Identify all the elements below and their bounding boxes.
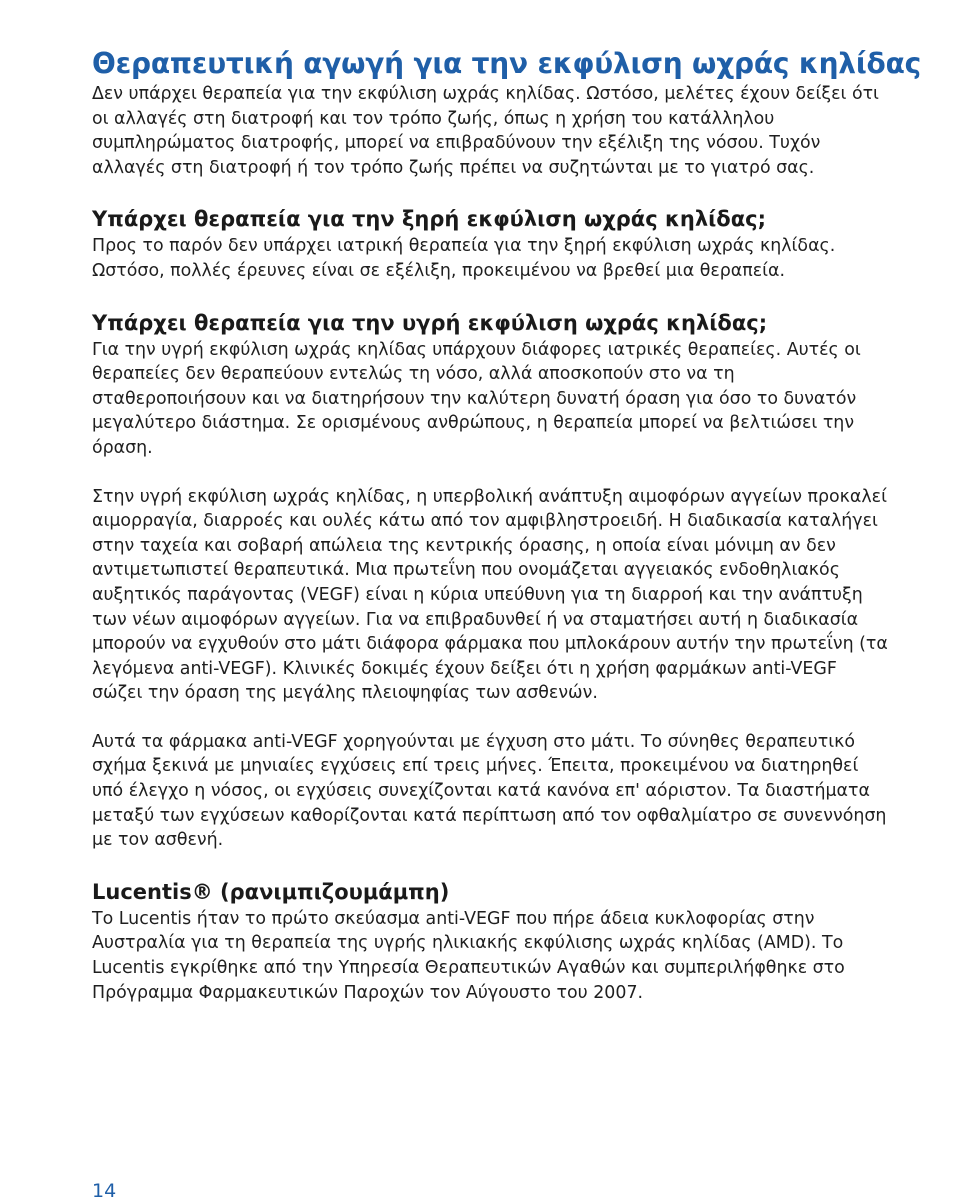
spacer <box>92 853 892 877</box>
wet-amd-paragraph-2: Στην υγρή εκφύλιση ωχράς κηλίδας, η υπερβολική ανάπτυξη αιμοφόρων αγγείων προκαλεί αιμορραγία, διαρροές και ουλές κάτω από τον αμφιβληστροειδή. Η διαδικασία καταλήγει στην ταχεία και σοβαρή απώλεια της κεντρικής όρασης, η οποία είναι μόνιμη αν δεν αντιμετωπιστεί θεραπευτικά. Μια πρωτεΐνη που ονομάζεται αγγειακός ενδοθηλιακός αυξητικός παράγοντας (VEGF) είναι η κύρια υπεύθυνη για τη διαρροή και την ανάπτυξη των νέων αιμοφόρων αγγείων. Για να επιβραδυνθεί ή να σταματήσει αυτή η διαδικασία μπορούν να εγχυθούν στο μάτι διάφορα φάρμακα που μπλοκάρουν αυτήν την πρωτεΐνη (τα λεγόμενα anti-VEGF). Κλινικές δοκιμές έχουν δείξει ότι η χρήση φαρμάκων anti-VEGF σώζει την όραση της μεγάλης πλειοψηφίας των ασθενών. <box>92 486 888 704</box>
dry-amd-heading: Υπάρχει θεραπεία για την ξηρή εκφύλιση ωχράς κηλίδας; <box>92 207 767 232</box>
wet-amd-heading: Υπάρχει θεραπεία για την υγρή εκφύλιση ωχράς κηλίδας; <box>92 310 768 335</box>
wet-amd-paragraph-3: Αυτά τα φάρμακα anti-VEGF χορηγούνται με έγχυση στο μάτι. Το σύνηθες θεραπευτικό σχήμα ξεκινά με μηνιαίες εγχύσεις επί τρεις μήνες. Έπειτα, προκειμένου να διατηρηθεί υπό έλεγχο η νόσος, οι εγχύσεις συνεχίζονται κατά κανόνα επ' αόριστον. Τα διαστήματα μεταξύ των εγχύσεων καθορίζονται κατά περίπτωση από τον οφθαλμίατρο σε συνεννόηση με τον ασθενή. <box>92 731 887 851</box>
page-title: Θεραπευτική αγωγή για την εκφύλιση ωχράς κηλίδας <box>92 47 922 80</box>
wet-amd-paragraph-1: Για την υγρή εκφύλιση ωχράς κηλίδας υπάρχουν διάφορες ιατρικές θεραπείες. Αυτές οι θεραπείες δεν θεραπεύουν εντελώς τη νόσο, αλλά αποσκοπούν στο να τη σταθεροποιήσουν και να διατηρήσουν την καλύτερη δυνατή όραση για όσο το δυνατόν μεγαλύτερο διάστημα. Σε ορισμένους ανθρώπους, η θεραπεία μπορεί να βελτιώσει την όραση. <box>92 339 861 458</box>
lucentis-heading: Lucentis® (ρανιμπιζουμάμπη) <box>92 879 450 904</box>
document-page <box>92 46 922 1005</box>
spacer <box>92 180 892 204</box>
page-number: 14 <box>92 1180 117 1202</box>
dry-amd-paragraph: Προς το παρόν δεν υπάρχει ιατρική θεραπεία για την ξηρή εκφύλιση ωχράς κηλίδας. Ωστόσο, πολλές έρευνες είναι σε εξέλιξη, προκειμένου να βρεθεί μια θεραπεία. <box>92 236 836 281</box>
intro-paragraph: Δεν υπάρχει θεραπεία για την εκφύλιση ωχράς κηλίδας. Ωστόσο, μελέτες έχουν δείξει ότι οι αλλαγές στη διατροφή και τον τρόπο ζωής, όπως η χρήση του κατάλληλου συμπληρώματος διατροφής, μπορεί να επιβραδύνουν την εξέλιξη της νόσου. Τυχόν αλλαγές στη διατροφή ή τον τρόπο ζωής πρέπει να συζητώνται με το γιατρό σας. <box>92 84 879 178</box>
lucentis-paragraph: Το Lucentis ήταν το πρώτο σκεύασμα anti-VEGF που πήρε άδεια κυκλοφορίας στην Αυστραλία για τη θεραπεία της υγρής ηλικιακής εκφύλισης ωχράς κηλίδας (AMD). Το Lucentis εγκρίθηκε από την Υπηρεσία Θεραπευτικών Αγαθών και συμπεριλήφθηκε στο Πρόγραμμα Φαρμακευτικών Παροχών τον Αύγουστο του 2007. <box>92 908 845 1003</box>
spacer <box>92 284 892 308</box>
spacer <box>92 706 892 730</box>
spacer <box>92 461 892 485</box>
